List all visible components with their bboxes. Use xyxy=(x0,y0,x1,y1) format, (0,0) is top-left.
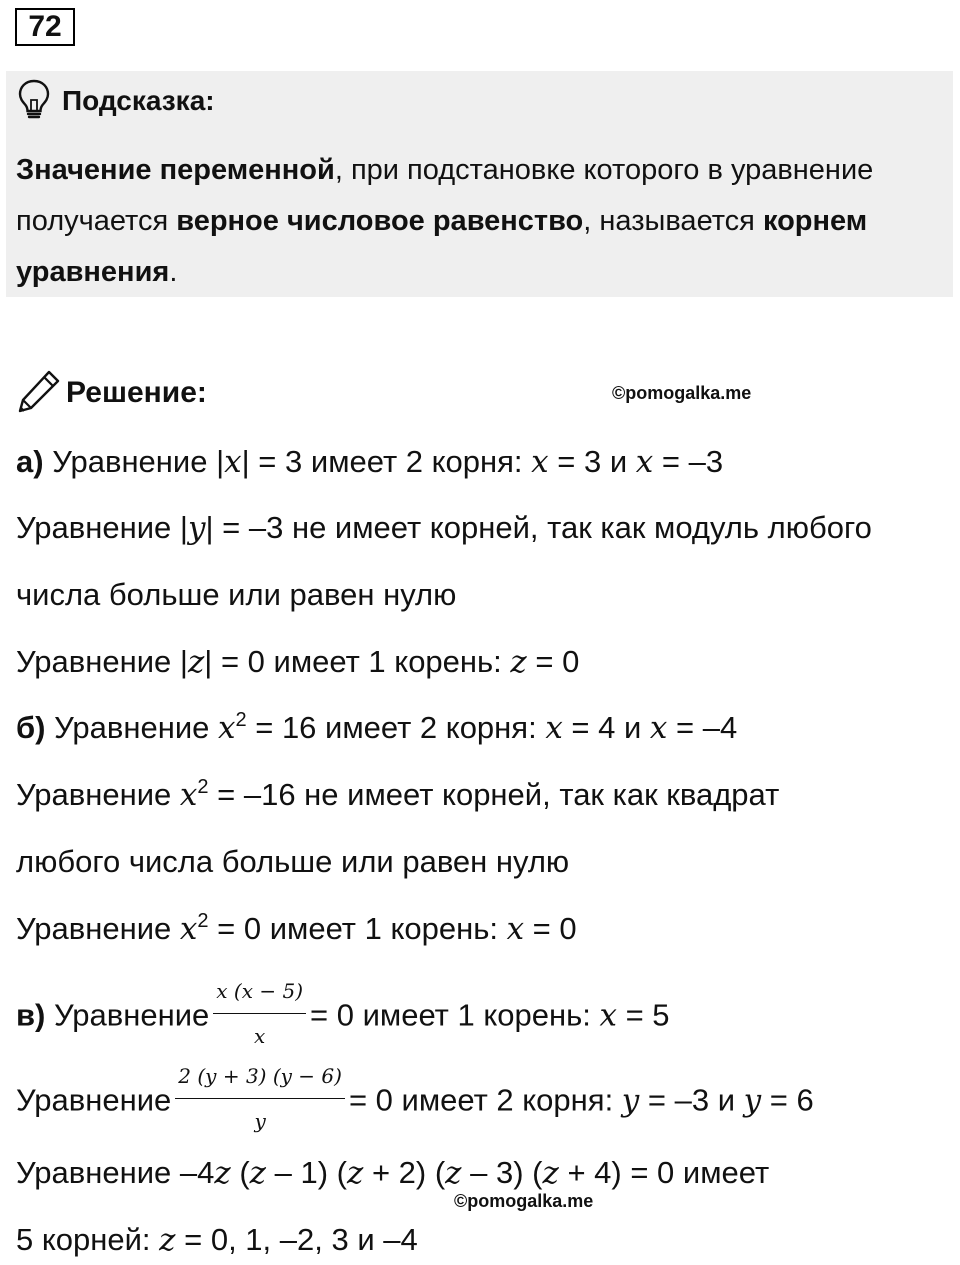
solution-line-v1 xyxy=(16,976,670,1059)
solution-line-b3: любого числа больше или равен нулю xyxy=(16,844,570,879)
text: = 6 xyxy=(761,1082,814,1118)
math-var: x xyxy=(599,997,617,1034)
math-var: z xyxy=(445,1155,462,1191)
math-var: z xyxy=(346,1155,364,1191)
fraction-denominator: x xyxy=(254,1024,266,1048)
solution-line-v2 xyxy=(16,1061,814,1144)
text: = –16 не имеет корней, так как квадрат xyxy=(208,777,780,812)
exponent: 2 xyxy=(235,709,247,731)
text: | = 3 имеет 2 корня: xyxy=(241,444,532,479)
text: Уравнение xyxy=(16,777,180,812)
hint-text-2: , называется xyxy=(583,205,763,237)
fraction-numerator: 2 (y + 3) (y − 6) xyxy=(175,1057,345,1099)
text: = 0 xyxy=(526,644,580,679)
text: = –3 xyxy=(653,444,724,479)
exponent: 2 xyxy=(197,776,209,798)
text: = 0, 1, –2, 3 и –4 xyxy=(175,1222,418,1257)
hint-text-1: , при подстановке которого в уравнение получается xyxy=(16,154,874,237)
math-var: z xyxy=(249,1155,267,1191)
text: ( xyxy=(230,1155,250,1190)
fraction xyxy=(213,972,306,1055)
solution-line-a3: числа больше или равен нулю xyxy=(16,577,457,612)
hint-bold-1: Значение переменной xyxy=(16,154,335,186)
task-number: 72 xyxy=(15,8,75,46)
text: = 0 xyxy=(524,911,577,946)
math-var: x xyxy=(179,911,198,947)
solution-line-v4 xyxy=(16,1221,418,1259)
text: = –4 xyxy=(667,710,738,745)
fraction-denominator: y xyxy=(254,1109,266,1133)
math-var: z xyxy=(159,1222,176,1258)
text: Уравнение | xyxy=(43,444,225,479)
solution-line-v3 xyxy=(16,1154,769,1192)
text: = 16 имеет 2 корня: xyxy=(246,710,546,745)
solution-line-a1 xyxy=(16,443,723,481)
text: + 4) = 0 имеет xyxy=(558,1155,770,1190)
hint-end: . xyxy=(169,256,178,288)
hint-title: Подсказка: xyxy=(62,85,215,116)
solution-line-a2 xyxy=(16,509,872,547)
watermark-bottom: ©pomogalka.me xyxy=(454,1191,594,1211)
pencil-icon xyxy=(16,368,62,414)
math-var: x xyxy=(545,710,563,746)
math-var: y xyxy=(743,1082,762,1119)
math-var: y xyxy=(621,1082,640,1119)
solution-title: Решение: xyxy=(66,376,207,409)
math-var: x xyxy=(531,444,549,480)
exponent: 2 xyxy=(197,910,209,932)
math-var: z xyxy=(542,1155,559,1191)
text: Уравнение | xyxy=(16,510,188,545)
text: | = –3 не имеет корней, так как модуль любого xyxy=(205,510,872,545)
math-var: x xyxy=(218,710,236,746)
math-var: x xyxy=(635,444,654,480)
solution-line-b1 xyxy=(16,709,737,747)
text: | = 0 имеет 1 корень: xyxy=(204,644,511,679)
text: Уравнение –4 xyxy=(16,1155,215,1190)
math-var: z xyxy=(187,644,205,680)
math-var: z xyxy=(214,1155,231,1191)
label-a: а) xyxy=(16,444,44,479)
math-var: z xyxy=(510,644,527,680)
hint-body xyxy=(16,145,946,298)
text: – 1) ( xyxy=(266,1155,347,1190)
text: Уравнение xyxy=(45,997,210,1033)
solution-line-a4 xyxy=(16,643,579,681)
text: Уравнение | xyxy=(16,644,188,679)
text: = 3 и xyxy=(548,444,636,479)
text: = 4 и xyxy=(562,710,650,745)
text: = 0 имеет 2 корня: xyxy=(348,1082,622,1118)
watermark-top: ©pomogalka.me xyxy=(612,383,752,403)
text: + 2) ( xyxy=(363,1155,446,1190)
text: = 0 имеет 1 корень: xyxy=(208,911,507,946)
text: = –3 и xyxy=(639,1082,744,1118)
hint-bold-2: верное числовое равенство xyxy=(176,205,584,237)
solution-line-b2 xyxy=(16,776,779,814)
text: Уравнение xyxy=(16,911,180,946)
math-var: x xyxy=(506,911,525,947)
label-v: в) xyxy=(16,997,46,1033)
math-var: x xyxy=(224,444,242,480)
fraction-numerator: x (x − 5) xyxy=(213,972,306,1014)
lightbulb-icon xyxy=(16,78,52,120)
label-b: б) xyxy=(16,710,46,745)
text: 5 корней: xyxy=(16,1222,160,1257)
text: = 5 xyxy=(616,997,670,1033)
solution-line-b4 xyxy=(16,910,577,948)
fraction xyxy=(175,1057,345,1140)
text: Уравнение xyxy=(16,1082,172,1118)
math-var: x xyxy=(179,777,198,813)
math-var: y xyxy=(187,510,206,546)
text: – 3) ( xyxy=(461,1155,543,1190)
text: = 0 имеет 1 корень: xyxy=(310,997,600,1033)
math-var: x xyxy=(649,710,668,746)
text: Уравнение xyxy=(45,710,218,745)
hint-bold-3: корнем уравнения xyxy=(16,205,868,288)
